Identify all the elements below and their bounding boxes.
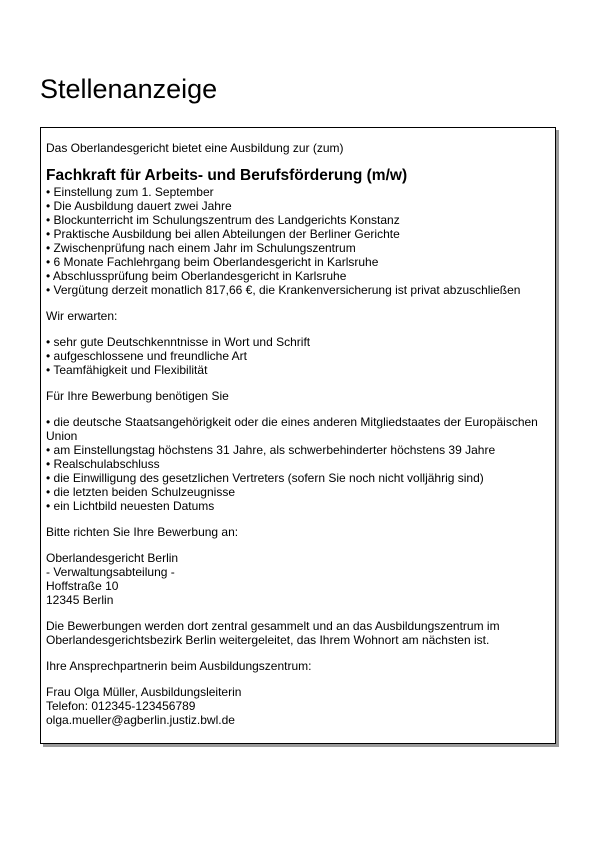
details-list (46, 185, 549, 297)
expectations-heading: Wir erwarten: (46, 309, 118, 323)
intro-text: Das Oberlandesgericht bietet eine Ausbildung zur (zum) (46, 141, 344, 155)
job-title: Fachkraft für Arbeits- und Berufsförderung (m/w) (46, 167, 408, 184)
contact-heading: Ihre Ansprechpartnerin beim Ausbildungszentrum: (46, 659, 312, 673)
list-item: • Blockunterricht im Schulungszentrum des Landgerichts Konstanz (46, 213, 400, 227)
contact-email: olga.mueller@agberlin.justiz.bwl.de (46, 713, 235, 727)
expectations-list (46, 335, 549, 377)
list-item: • Zwischenprüfung nach einem Jahr im Schulungszentrum (46, 241, 356, 255)
job-ad-box (40, 127, 556, 744)
list-item: • Einstellung zum 1. September (46, 185, 214, 199)
address-line: Hoffstraße 10 (46, 579, 119, 593)
list-item: • die letzten beiden Schulzeugnisse (46, 485, 235, 499)
list-item: • ein Lichtbild neuesten Datums (46, 499, 215, 513)
forwarding-note: Die Bewerbungen werden dort zentral gesammelt und an das Ausbildungszentrum im Oberlandesgerichtsbezirk Berlin weitergeleitet, das Ihrem Wohnort am nächsten ist. (46, 619, 500, 647)
list-item: • Abschlussprüfung beim Oberlandesgericht in Karlsruhe (46, 269, 347, 283)
list-item: • Die Ausbildung dauert zwei Jahre (46, 199, 232, 213)
address-block (46, 551, 549, 607)
address-line: Oberlandesgericht Berlin (46, 551, 179, 565)
list-item: • Realschulabschluss (46, 457, 160, 471)
list-item: • Teamfähigkeit und Flexibilität (46, 363, 208, 377)
page-title: Stellenanzeige (40, 74, 218, 104)
list-item: • sehr gute Deutschkenntnisse in Wort und Schrift (46, 335, 311, 349)
address-line: 12345 Berlin (46, 593, 114, 607)
contact-name: Frau Olga Müller, Ausbildungsleiterin (46, 685, 242, 699)
address-heading: Bitte richten Sie Ihre Bewerbung an: (46, 525, 239, 539)
requirements-heading: Für Ihre Bewerbung benötigen Sie (46, 389, 229, 403)
list-item: • 6 Monate Fachlehrgang beim Oberlandesgericht in Karlsruhe (46, 255, 379, 269)
list-item: • am Einstellungstag höchstens 31 Jahre, als schwerbehinderter höchstens 39 Jahre (46, 443, 496, 457)
contact-block (46, 685, 549, 727)
contact-phone: Telefon: 012345-123456789 (46, 699, 196, 713)
list-item: • Praktische Ausbildung bei allen Abteilungen der Berliner Gerichte (46, 227, 400, 241)
requirements-list (46, 415, 549, 513)
list-item: • aufgeschlossene und freundliche Art (46, 349, 247, 363)
list-item: • Vergütung derzeit monatlich 817,66 €, die Krankenversicherung ist privat abzuschließen (46, 283, 521, 297)
address-line: - Verwaltungsabteilung - (46, 565, 175, 579)
list-item: • die Einwilligung des gesetzlichen Vertreters (sofern Sie noch nicht volljährig sind) (46, 471, 484, 485)
list-item: • die deutsche Staatsangehörigkeit oder die eines anderen Mitgliedstaates der Europäischen Union (46, 415, 538, 443)
